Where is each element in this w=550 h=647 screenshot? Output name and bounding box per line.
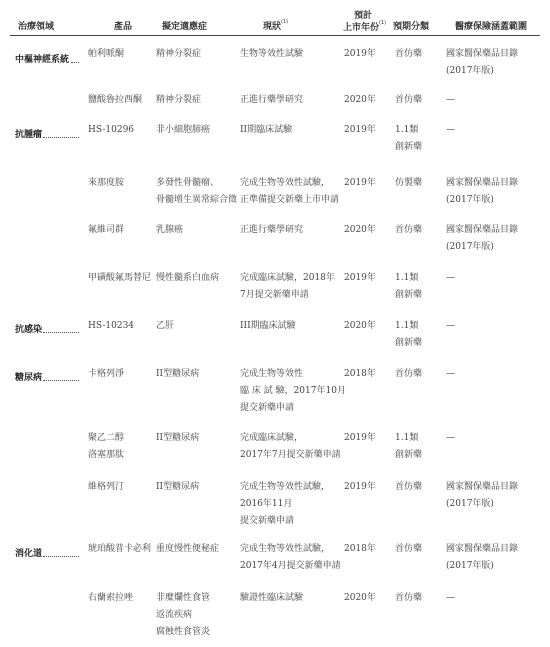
area-leader-digestive [43, 556, 79, 557]
status-cell [240, 122, 292, 139]
coverage-cell-line: (2017年版) [446, 499, 494, 509]
indication-cell-line: 腐蝕性食管炎 [156, 627, 211, 637]
launch-year-cell-line: 2019年 [344, 49, 376, 59]
launch-year-cell [344, 366, 376, 383]
coverage-cell-line: 國家醫保藥品目錄 [446, 49, 519, 59]
indication-cell [156, 318, 174, 335]
indication-cell [156, 430, 199, 447]
status-cell-line: 完成臨床試驗， [240, 433, 304, 443]
product-cell-line: 右蘭索拉唑 [88, 593, 134, 603]
category-cell-line: 首仿藥 [395, 49, 423, 59]
category-cell-line: 創新藥 [395, 142, 423, 152]
launch-year-cell [344, 92, 376, 109]
status-cell-line: 完成生物等效性試驗， [240, 178, 331, 188]
category-cell [395, 175, 422, 192]
status-cell [240, 479, 330, 530]
coverage-cell [446, 270, 455, 287]
indication-cell-line: 返流疾病 [156, 610, 193, 620]
product-cell [88, 92, 142, 109]
product-cell [88, 270, 151, 287]
area-leader-anti-infection [43, 332, 79, 333]
status-cell [240, 541, 341, 575]
coverage-cell-line: — [446, 433, 455, 443]
product-cell [88, 479, 124, 496]
coverage-cell [446, 541, 518, 575]
coverage-cell-line: 國家醫保藥品目錄 [446, 482, 519, 492]
category-cell [395, 270, 422, 304]
launch-year-cell-line: 2019年 [344, 125, 376, 135]
coverage-cell [446, 92, 455, 109]
indication-cell-line: 精神分裂症 [156, 49, 202, 59]
area-label-anti-infection: 抗感染 [15, 325, 43, 335]
coverage-cell-line: — [446, 369, 455, 379]
launch-year-cell [344, 318, 376, 335]
category-cell [395, 590, 422, 607]
product-cell [88, 222, 124, 239]
product-cell [88, 366, 124, 383]
product-cell [88, 590, 133, 607]
launch-year-cell-line: 2019年 [344, 273, 376, 283]
indication-cell [156, 122, 210, 139]
coverage-cell [446, 318, 455, 335]
launch-year-cell-line: 2019年 [344, 482, 376, 492]
category-cell-line: 1.1類 [395, 321, 419, 331]
header-launch-note: (1) [379, 20, 387, 26]
coverage-cell-line: 國家醫保藥品目錄 [446, 178, 519, 188]
header-status-note: (1) [281, 19, 289, 25]
category-cell-line: 創新藥 [395, 290, 423, 300]
launch-year-cell [344, 270, 376, 287]
status-cell-line: 完成生物等效性試驗， [240, 482, 331, 492]
status-cell-line: 正進行藥學研究 [240, 95, 304, 105]
status-cell [240, 590, 303, 607]
coverage-cell-line: (2017年版) [446, 242, 494, 252]
category-cell [395, 430, 422, 464]
category-cell [395, 366, 422, 383]
indication-cell-line: 慢性髓系白血病 [156, 273, 220, 283]
area-leader-cns [71, 62, 79, 63]
coverage-cell-line: 國家醫保藥品目錄 [446, 544, 519, 554]
indication-cell-line: 重度慢性便秘症 [156, 544, 220, 554]
indication-cell-line: II型糖尿病 [156, 369, 200, 379]
category-cell-line: 1.1類 [395, 273, 419, 283]
coverage-cell [446, 479, 518, 513]
product-cell [88, 430, 124, 464]
status-cell-line: 驗證性臨床試驗 [240, 593, 304, 603]
launch-year-cell-line: 2020年 [344, 95, 376, 105]
indication-cell-line: 非小細胞肺癌 [156, 125, 211, 135]
indication-cell-line: 多發性骨髓瘤、 [156, 178, 220, 188]
indication-cell [156, 46, 201, 63]
status-cell [240, 430, 341, 464]
product-cell-line: HS-10296 [88, 125, 135, 135]
category-cell-line: 1.1類 [395, 125, 419, 135]
header-launch-line1: 預計 [354, 11, 373, 21]
launch-year-cell [344, 46, 376, 63]
header-launch-label: 上市年份 [343, 23, 380, 33]
coverage-cell [446, 430, 455, 447]
coverage-cell-line: — [446, 593, 455, 603]
product-cell-line: 維格列汀 [88, 482, 125, 492]
category-cell-line: 創新藥 [395, 450, 423, 460]
product-cell-line: 甲磺酸氟馬替尼 [88, 273, 152, 283]
status-cell-line: III期臨床試驗 [240, 321, 296, 331]
indication-cell [156, 270, 219, 287]
status-cell [240, 46, 303, 63]
coverage-cell-line: — [446, 321, 455, 331]
launch-year-cell-line: 2020年 [344, 225, 376, 235]
launch-year-cell-line: 2020年 [344, 593, 376, 603]
status-cell [240, 318, 296, 335]
area-label-oncology: 抗腫瘤 [15, 130, 43, 140]
launch-year-cell [344, 222, 376, 239]
indication-cell-line: II型糖尿病 [156, 433, 200, 443]
product-cell [88, 122, 134, 139]
header-rule [10, 35, 540, 36]
category-cell [395, 318, 422, 352]
status-cell-line: 臨 床 試 驗，2017年10月 [240, 386, 346, 396]
header-launch-line2 [343, 20, 386, 33]
status-cell-line: 提交新藥申請 [240, 403, 295, 413]
product-cell [88, 318, 134, 335]
status-cell [240, 366, 346, 417]
area-label-cns: 中樞神經系統 [15, 55, 70, 65]
category-cell [395, 541, 422, 558]
category-cell-line: 1.1類 [395, 433, 419, 443]
coverage-cell-line: — [446, 273, 455, 283]
product-cell-line: 帕利哌酮 [88, 49, 125, 59]
coverage-cell [446, 222, 518, 256]
status-cell-line: 完成生物等效性試驗， [240, 544, 331, 554]
status-cell-line: 2017年4月提交新藥申請 [240, 561, 341, 571]
status-cell-line: 提交新藥申請 [240, 516, 295, 526]
indication-cell [156, 175, 237, 209]
header-product: 產品 [114, 22, 133, 32]
area-label-diabetes: 糖尿病 [15, 373, 43, 383]
area-label-digestive: 消化道 [15, 549, 43, 559]
launch-year-cell [344, 479, 376, 496]
status-cell [240, 222, 303, 239]
product-cell [88, 175, 124, 192]
launch-year-cell-line: 2018年 [344, 369, 376, 379]
category-cell [395, 479, 422, 496]
header-category: 預期分類 [393, 22, 430, 32]
launch-year-cell [344, 590, 376, 607]
product-cell-line: 卡格列淨 [88, 369, 125, 379]
launch-year-cell-line: 2019年 [344, 433, 376, 443]
category-cell-line: 首仿藥 [395, 544, 423, 554]
indication-cell-line: 骨髓增生異常綜合徵 [156, 195, 238, 205]
status-cell-line: II期臨床試驗 [240, 125, 293, 135]
launch-year-cell-line: 2018年 [344, 544, 376, 554]
status-cell [240, 270, 335, 304]
indication-cell [156, 541, 219, 558]
category-cell-line: 創新藥 [395, 338, 423, 348]
indication-cell [156, 92, 201, 109]
launch-year-cell-line: 2019年 [344, 178, 376, 188]
product-cell [88, 46, 124, 63]
header-coverage: 醫療保險涵蓋範圍 [455, 22, 528, 32]
indication-cell-line: 乙肝 [156, 321, 175, 331]
coverage-cell [446, 122, 455, 139]
category-cell-line: 首仿藥 [395, 482, 423, 492]
coverage-cell-line: — [446, 125, 455, 135]
status-cell [240, 175, 339, 209]
coverage-cell-line: 國家醫保藥品目錄 [446, 225, 519, 235]
category-cell-line: 首仿藥 [395, 95, 423, 105]
coverage-cell-line: (2017年版) [446, 66, 494, 76]
coverage-cell [446, 590, 455, 607]
category-cell [395, 222, 422, 239]
product-cell-line: 聚乙二醇 [88, 433, 125, 443]
product-cell-line: 氟維司群 [88, 225, 125, 235]
launch-year-cell [344, 430, 376, 447]
launch-year-cell [344, 541, 376, 558]
indication-cell-line: II型糖尿病 [156, 482, 200, 492]
product-cell-line: 洛塞那肽 [88, 450, 125, 460]
category-cell [395, 46, 422, 63]
category-cell-line: 首仿藥 [395, 369, 423, 379]
product-cell-line: 琥珀酸普卡必利 [88, 544, 152, 554]
category-cell [395, 92, 422, 109]
indication-cell [156, 479, 199, 496]
indication-cell [156, 222, 183, 239]
launch-year-cell [344, 122, 376, 139]
indication-cell [156, 366, 199, 383]
status-cell-line: 正準備提交新藥上市申請 [240, 195, 340, 205]
product-cell-line: 鹽酸魯拉西酮 [88, 95, 143, 105]
category-cell-line: 仿製藥 [395, 178, 423, 188]
status-cell-line: 7月提交新藥申請 [240, 290, 309, 300]
launch-year-cell-line: 2020年 [344, 321, 376, 331]
header-area: 治療領域 [18, 22, 55, 32]
indication-cell-line: 乳腺癌 [156, 225, 184, 235]
status-cell-line: 完成臨床試驗，2018年 [240, 273, 335, 283]
category-cell-line: 首仿藥 [395, 225, 423, 235]
coverage-cell [446, 175, 518, 209]
header-indication: 擬定適應症 [162, 22, 208, 32]
launch-year-cell [344, 175, 376, 192]
product-cell-line: 來那度胺 [88, 178, 125, 188]
header-status [263, 19, 288, 32]
status-cell [240, 92, 303, 109]
indication-cell [156, 590, 210, 641]
header-status-label: 現狀 [263, 22, 282, 32]
coverage-cell-line: (2017年版) [446, 561, 494, 571]
area-leader-oncology [43, 137, 79, 138]
indication-cell-line: 精神分裂症 [156, 95, 202, 105]
category-cell [395, 122, 422, 156]
coverage-cell [446, 46, 518, 80]
status-cell-line: 2016年11月 [240, 499, 293, 509]
area-leader-diabetes [43, 380, 79, 381]
coverage-cell [446, 366, 455, 383]
indication-cell-line: 非糜爛性食管 [156, 593, 211, 603]
status-cell-line: 完成生物等效性 [240, 369, 304, 379]
coverage-cell-line: — [446, 95, 455, 105]
status-cell-line: 2017年7月提交新藥申請 [240, 450, 341, 460]
product-cell-line: HS-10234 [88, 321, 135, 331]
status-cell-line: 正進行藥學研究 [240, 225, 304, 235]
status-cell-line: 生物等效性試驗 [240, 49, 304, 59]
category-cell-line: 首仿藥 [395, 593, 423, 603]
product-cell [88, 541, 151, 558]
coverage-cell-line: (2017年版) [446, 195, 494, 205]
